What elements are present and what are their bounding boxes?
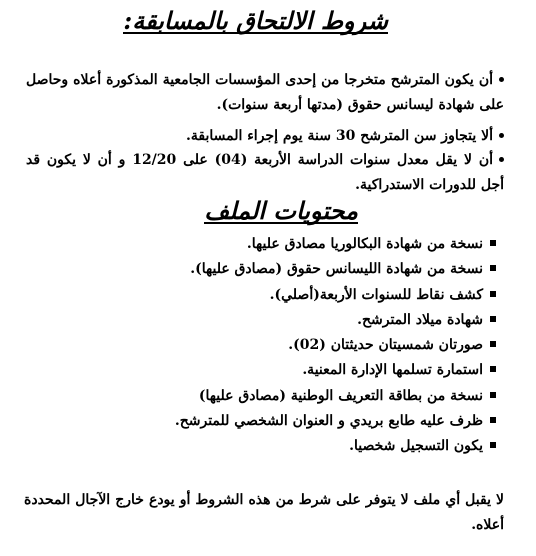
square-bullet-icon	[490, 291, 496, 297]
square-bullet-icon	[490, 417, 496, 423]
list-item	[175, 283, 496, 308]
contents-heading-text: محتويات الملف	[204, 196, 358, 225]
list-item-text: يكون التسجيل شخصيا.	[349, 438, 483, 455]
square-bullet-icon	[490, 240, 496, 246]
list-item	[175, 257, 496, 282]
list-item-text: استمارة تسلمها الإدارة المعنية.	[302, 362, 483, 379]
square-bullet-icon	[490, 316, 496, 322]
list-item-text: نسخة من شهادة البكالوريا مصادق عليها.	[246, 236, 483, 252]
closing-note: لا يقبل أي ملف لا يتوفر على شرط من هذه الشروط أو يودع خارج الآجال المحددة أعلاه.	[24, 492, 504, 533]
condition-text: أن يكون المترشح متخرجا من إحدى المؤسسات الجامعية المذكورة أعلاه وحاصل على شهادة ليسانس حقوق (مدتها أربعة سنوات).	[26, 72, 504, 113]
conditions-heading-text: شروط الالتحاق بالمسابقة:	[123, 6, 388, 35]
list-item	[175, 434, 496, 459]
list-item	[175, 384, 496, 409]
list-item	[175, 232, 496, 257]
condition-text: ألا يتجاوز سن المترشح 30 سنة يوم إجراء المسابقة.	[185, 128, 493, 144]
square-bullet-icon	[490, 341, 496, 347]
bullet-dot-icon	[499, 133, 504, 138]
list-item-text: شهادة ميلاد المترشح.	[357, 311, 483, 328]
bullet-dot-icon	[499, 157, 504, 162]
square-bullet-icon	[490, 442, 496, 448]
list-item-text: كشف نقاط للسنوات الأربعة(أصلي).	[269, 286, 483, 303]
list-item-text: ظرف عليه طابع بريدي و العنوان الشخصي للمترشح.	[174, 413, 483, 430]
condition-item	[26, 124, 504, 149]
square-bullet-icon	[490, 392, 496, 398]
conditions-heading	[123, 6, 388, 36]
list-item-text: صورتان شمسيتان حديثتان (02).	[288, 337, 483, 354]
condition-item	[26, 148, 504, 198]
condition-text: أن لا يقل معدل سنوات الدراسة الأربعة (04) على 12/20 و أن لا يكون قد أجل للدورات الاستدراكية.	[26, 152, 504, 193]
contents-heading	[204, 196, 358, 226]
list-item-text: نسخة من شهادة الليسانس حقوق (مصادق عليها).	[190, 261, 483, 278]
list-item	[175, 358, 496, 383]
list-item	[175, 333, 496, 358]
file-contents-list	[175, 232, 496, 460]
list-item	[175, 308, 496, 333]
condition-item	[26, 68, 504, 118]
square-bullet-icon	[490, 265, 496, 271]
bullet-dot-icon	[499, 77, 504, 82]
list-item	[175, 409, 496, 434]
square-bullet-icon	[490, 366, 496, 372]
list-item-text: نسخة من بطاقة التعريف الوطنية (مصادق عليها)	[198, 387, 483, 404]
